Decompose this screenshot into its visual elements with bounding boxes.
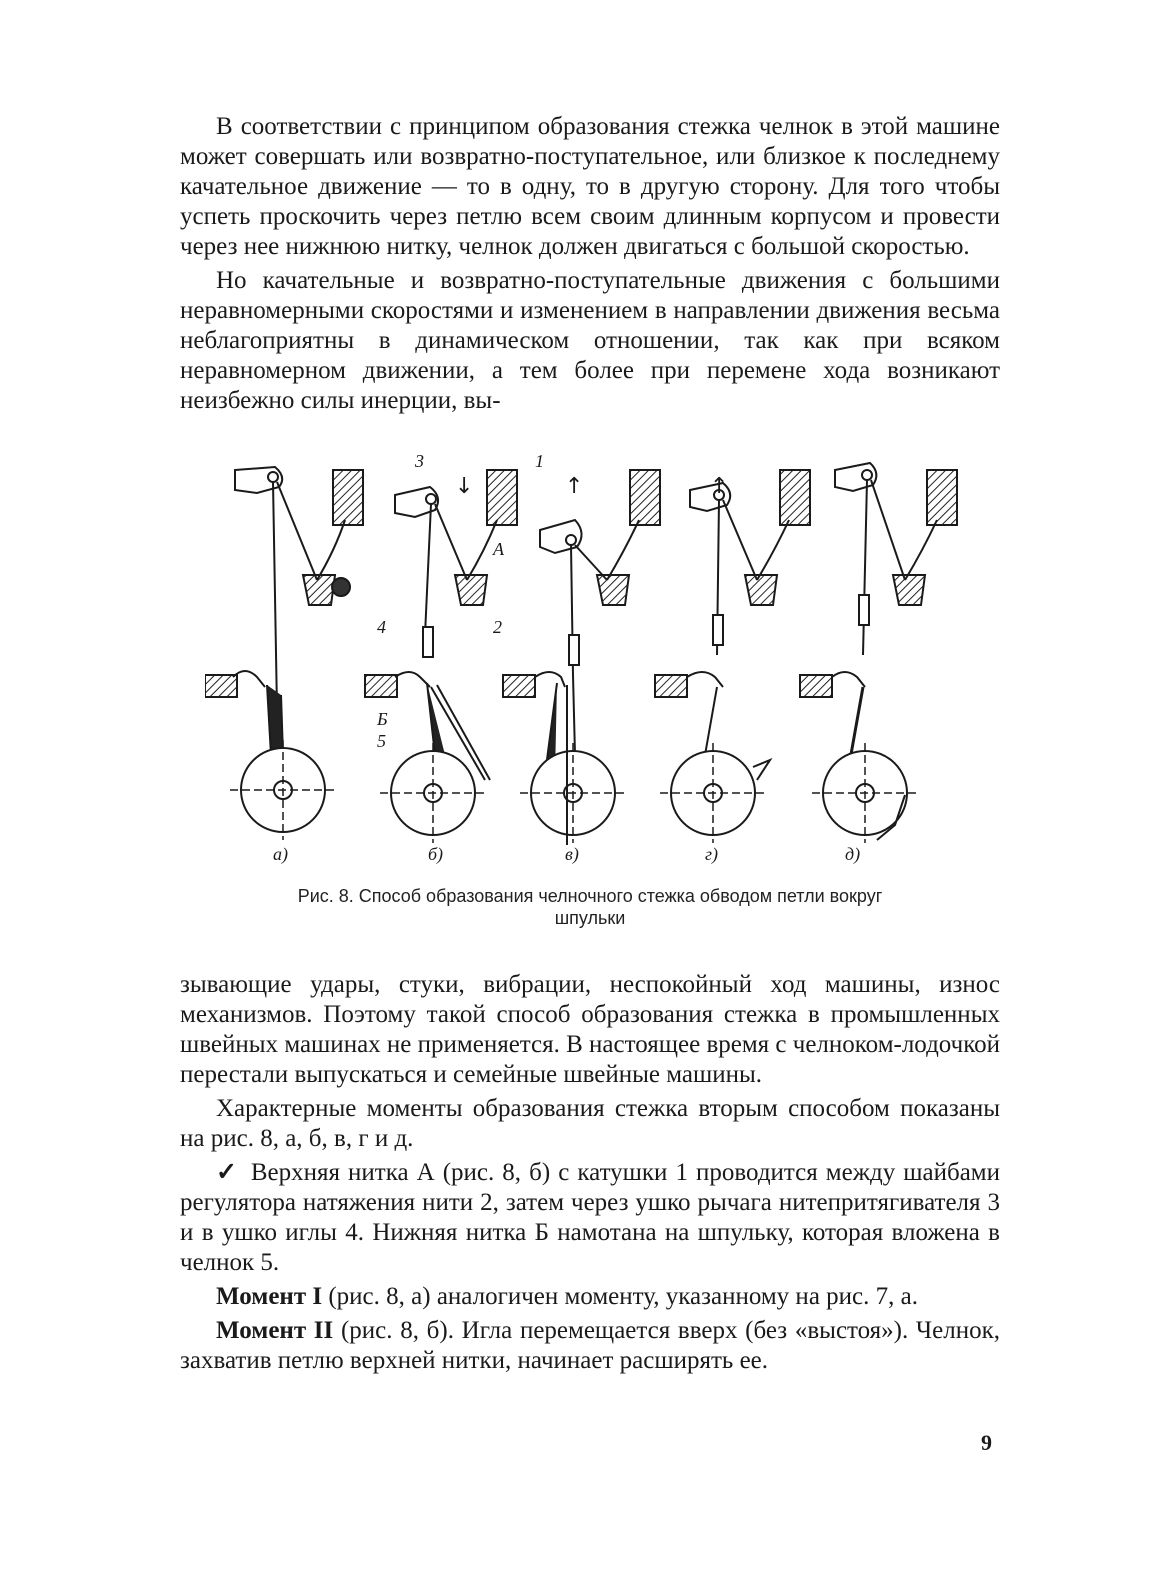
page-number: 9 <box>981 1430 992 1455</box>
moment-1-text: (рис. 8, а) аналогичен моменту, указанному на рис. 7, а. <box>328 1283 918 1310</box>
panel-d <box>655 470 810 843</box>
moment-1-heading: Момент I <box>216 1283 323 1310</box>
label-b-thread: Б <box>377 709 388 729</box>
panel-b <box>365 470 517 843</box>
panel-label-a: а) <box>273 844 288 864</box>
arrow-down-icon: ↓ <box>455 474 474 499</box>
moment-2-heading: Момент II <box>216 1317 334 1344</box>
label-1: 1 <box>535 455 544 471</box>
panel-label-c: в) <box>565 844 579 864</box>
panel-e <box>800 463 957 843</box>
figure-caption <box>190 885 990 929</box>
paragraph-6 <box>180 1282 1000 1312</box>
panel-label-e: д) <box>845 844 861 864</box>
paragraph-1: В соответствии с принципом образования стежка челнок в этой машине может совершать или возвратно-поступательное, или близкое к последнему качательное движение — то в одну, то в другую сторону. Для того чтобы успеть проскочить через петлю всем своим длинным корпусом и провести через нее нижнюю нитку, челнок должен двигаться с большой скоростью. <box>180 113 1000 260</box>
label-a-thread: А <box>493 539 504 559</box>
figure-8 <box>205 455 995 875</box>
check-mark-icon: ✓ <box>216 1159 239 1186</box>
top-text-block <box>180 112 1000 416</box>
caption-line-2: шпульки <box>554 908 626 928</box>
paragraph-5 <box>180 1158 1000 1278</box>
moment-2-text: (рис. 8, б). Игла перемещается вверх (без «выстоя»). Челнок, захватив петлю верхней нитки, начинает расширять ее. <box>180 1317 1001 1374</box>
caption-line-1: Рис. 8. Способ образования челночного стежка обводом петли вокруг <box>297 886 883 906</box>
panel-label-b: б) <box>428 844 444 864</box>
label-2: 2 <box>493 617 502 637</box>
arrow-up-icon-2: ↑ <box>710 474 729 499</box>
arrow-up-icon: ↑ <box>565 474 584 499</box>
bottom-text-block <box>180 970 1000 1376</box>
paragraph-4: Характерные моменты образования стежка вторым способом показаны на рис. 8, а, б, в, г и д. <box>180 1095 1000 1152</box>
panel-label-d: г) <box>705 844 719 864</box>
paragraph-2: Но качательные и возвратно-поступательные движения с большими неравномерными скоростями и изменением в направлении движения весьма неблагоприятны в динамическом отношении, так как при всяком неравномерном движении, а тем более при перемене хода возникают неизбежно силы инерции, вы- <box>180 267 1000 414</box>
panel-c <box>503 470 660 845</box>
figure-8-drawing <box>205 455 995 875</box>
panel-a <box>205 467 363 840</box>
paragraph-5-text: Верхняя нитка А (рис. 8, б) с катушки 1 проводится между шайбами регулятора натяжения нити 2, затем через ушко рычага нитепритягивателя 3 и в ушко иглы 4. Нижняя нитка Б намотана на шпульку, которая вложена в челнок 5. <box>180 1159 1000 1276</box>
label-5: 5 <box>377 731 386 751</box>
label-3: 3 <box>415 455 424 471</box>
paragraph-3: зывающие удары, стуки, вибрации, неспокойный ход машины, износ механизмов. Поэтому такой способ образования стежка в промышленных швейных машинах не применяется. В настоящее время с челноком-лодочкой перестали выпускаться и семейные швейные машины. <box>180 971 1000 1088</box>
paragraph-7 <box>180 1316 1000 1376</box>
label-4: 4 <box>377 617 386 637</box>
